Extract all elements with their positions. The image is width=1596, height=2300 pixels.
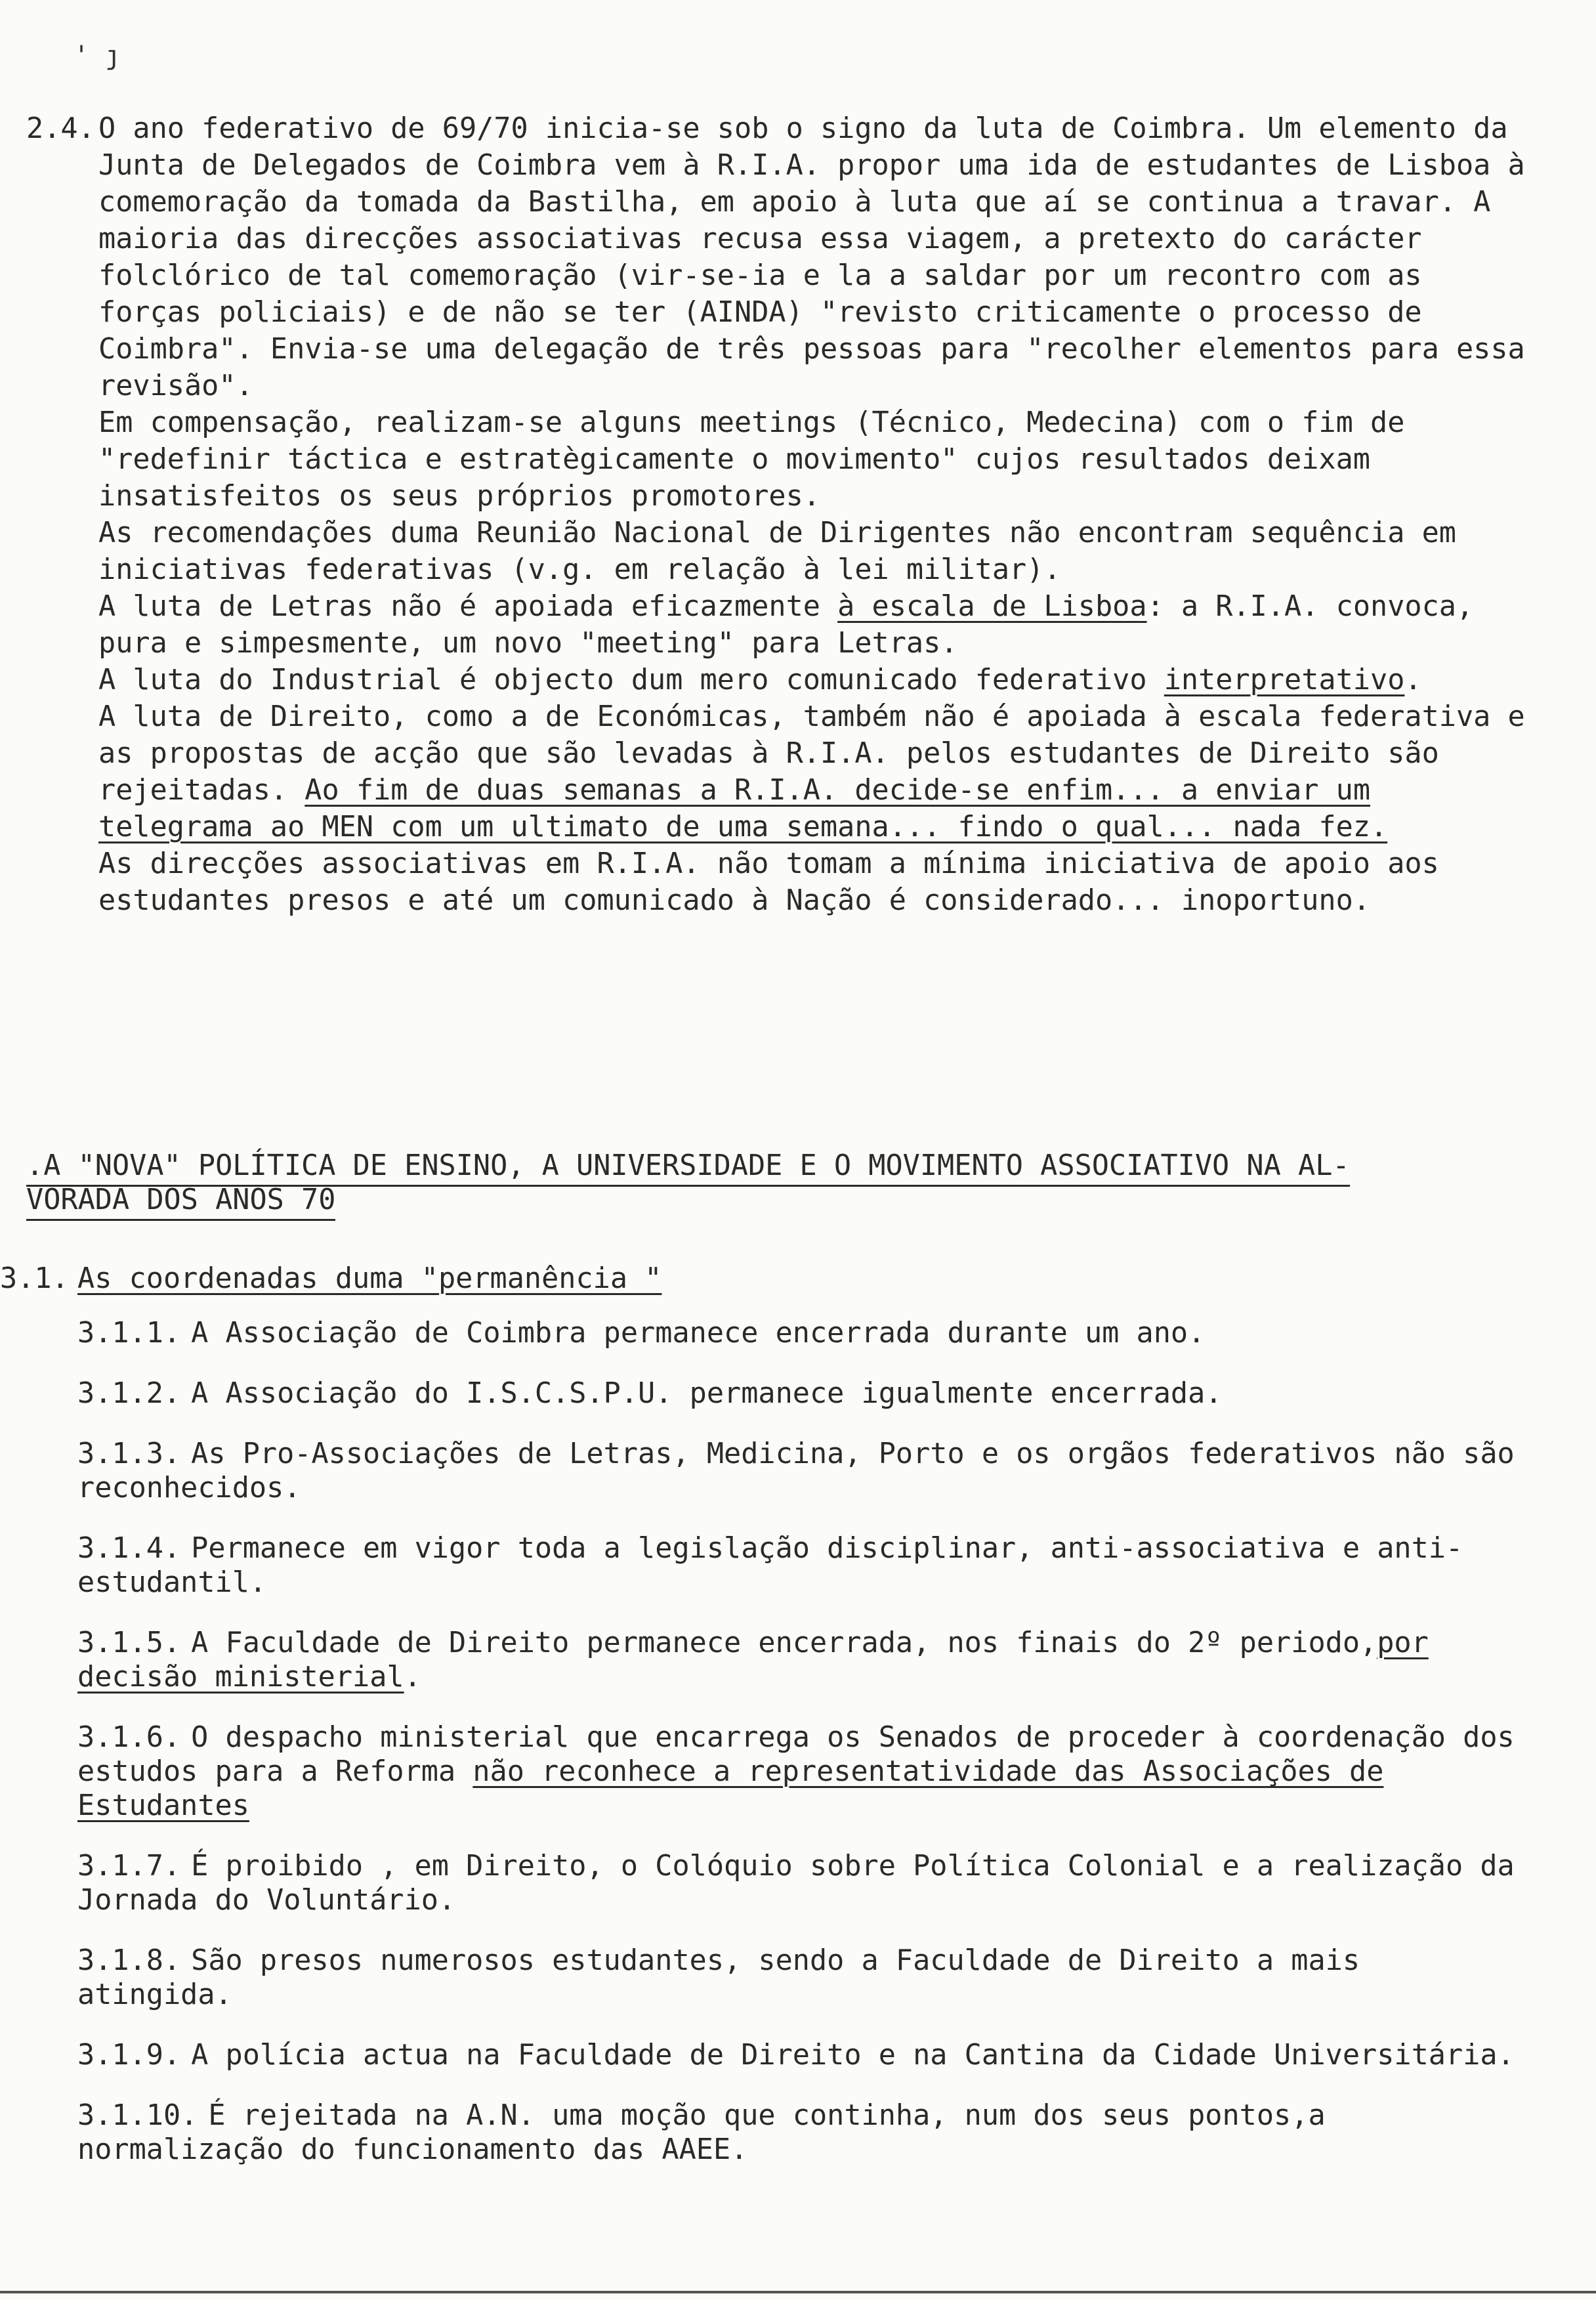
text-run: A luta de Letras não é apoiada eficazmente — [98, 590, 838, 623]
list-item — [77, 1849, 1521, 1917]
paragraph-text — [98, 406, 1404, 513]
text-run: É proibido , em Direito, o Colóquio sobre Política Colonial e a realização da Jornada do Voluntário. — [77, 1850, 1515, 1917]
item-number: 3.1.1. — [77, 1317, 181, 1350]
list-item — [77, 1531, 1521, 1600]
list-item — [77, 1316, 1521, 1350]
paragraph-2-4-1 — [26, 110, 1536, 404]
item-number: 3.1.9. — [77, 2039, 181, 2072]
text-run: A luta de Direito, como a de Económicas, também não é apoiada à escala federativa e as propostas de acção que são levadas à R.I.A. pelos estudantes de Direito são rejeitadas. — [98, 700, 1525, 807]
paragraph-2-4-4 — [26, 588, 1536, 662]
underlined-text: Ao fim de duas semanas a R.I.A. decide-se enfim... a enviar um telegrama ao MEN com um ultimato de uma semana... findo o qual... nada fez. — [98, 774, 1388, 843]
list-item — [77, 1944, 1521, 2012]
underlined-text: por decisão ministerial — [77, 1627, 1429, 1693]
page-bottom-rule — [0, 2291, 1596, 2293]
heading-line-2: VORADA DOS ANOS 70 — [0, 1183, 1509, 1217]
subsection-heading — [0, 1260, 662, 1297]
text-run: . — [404, 1661, 421, 1693]
text-run: Em compensação, realizam-se alguns meetings (Técnico, Medecina) com o fim de "redefinir táctica e estratègicamente o movimento" cujos resultados deixam insatisfeitos os seus próprios promotores. — [98, 406, 1405, 513]
list-item — [77, 1720, 1521, 1823]
page-mark: ' ȷ — [74, 41, 121, 71]
text-run: A polícia actua na Faculdade de Direito e na Cantina da Cidade Universitária. — [191, 2039, 1515, 2072]
subsection-items — [77, 1316, 1521, 2193]
list-item — [77, 2038, 1521, 2072]
list-item — [77, 1626, 1521, 1694]
list-item — [77, 1376, 1521, 1411]
section-2-4 — [26, 110, 1536, 919]
paragraph-2-4-6 — [26, 698, 1536, 845]
text-run: As recomendações duma Reunião Nacional de Dirigentes não encontram sequência em iniciativas federativas (v.g. em relação à lei militar). — [98, 517, 1456, 586]
text-run: É rejeitada na A.N. uma moção que continha, num dos seus pontos,a normalização do funcionamento das AAEE. — [77, 2099, 1326, 2166]
item-number: 3.1.7. — [77, 1850, 181, 1883]
subsection-title: As coordenadas duma "permanência " — [77, 1262, 662, 1295]
paragraph-text — [98, 664, 1422, 696]
item-number: 3.1.4. — [77, 1532, 181, 1565]
text-run: Permanece em vigor toda a legislação disciplinar, anti-associativa e anti-estudantil. — [77, 1532, 1463, 1599]
paragraph-text — [98, 700, 1525, 843]
text-run: A luta do Industrial é objecto dum mero comunicado federativo — [98, 664, 1164, 696]
paragraph-text — [98, 590, 1473, 660]
paragraph-text — [98, 847, 1439, 917]
underlined-text: interpretativo — [1164, 664, 1405, 696]
paragraph-2-4-7 — [26, 845, 1536, 919]
section-3-heading — [0, 1149, 1509, 1217]
underlined-text: à escala de Lisboa — [837, 590, 1147, 623]
text-run: As Pro-Associações de Letras, Medicina, Porto e os orgãos federativos não são reconhecidos. — [77, 1438, 1515, 1504]
heading-line-1: .A "NOVA" POLÍTICA DE ENSINO, A UNIVERSIDADE E O MOVIMENTO ASSOCIATIVO NA AL- — [0, 1149, 1509, 1183]
text-run: O ano federativo de 69/70 inicia-se sob o signo da luta de Coimbra. Um elemento da Junta de Delegados de Coimbra vem à R.I.A. propor uma ida de estudantes de Lisboa à comemoração da tomada da Bastilha, em apoio à luta que aí se continua a travar. A maioria das direcções associativas recusa essa viagem, a pretexto do carácter folclórico de tal comemoração (vir-se-ia e la a saldar por um recontro com as forças policiais) e de não se ter (AINDA) "revisto criticamente o processo de Coimbra". Envia-se uma delegação de três pessoas para "recolher elementos para essa revisão". — [98, 112, 1525, 402]
text-run: O despacho ministerial que encarrega os Senados de proceder à coordenação dos estudos para a Reforma — [77, 1721, 1515, 1788]
text-run: A Associação de Coimbra permanece encerrada durante um ano. — [191, 1317, 1206, 1350]
underlined-text: não reconhece a representatividade das Associações de Estudantes — [77, 1755, 1384, 1822]
item-number: 3.1.8. — [77, 1944, 181, 1977]
item-number: 3.1.5. — [77, 1627, 181, 1659]
paragraph-2-4-2 — [26, 404, 1536, 515]
item-number: 3.1.3. — [77, 1438, 181, 1470]
text-run: . — [1404, 664, 1422, 696]
text-run: A Associação do I.S.C.S.P.U. permanece igualmente encerrada. — [191, 1377, 1223, 1410]
list-item — [77, 2098, 1521, 2167]
item-number: 3.1.6. — [77, 1721, 181, 1754]
text-run: As direcções associativas em R.I.A. não tomam a mínima iniciativa de apoio aos estudantes presos e até um comunicado à Nação é considerado... inoportuno. — [98, 847, 1439, 917]
text-run: São presos numerosos estudantes, sendo a Faculdade de Direito a mais atingida. — [77, 1944, 1360, 2011]
paragraph-2-4-3 — [26, 515, 1536, 588]
subsection-number: 3.1. — [0, 1262, 69, 1295]
paragraph-text — [98, 517, 1456, 586]
paragraph-2-4-5 — [26, 662, 1536, 698]
paragraph-text — [98, 112, 1525, 402]
section-number: 2.4. — [26, 112, 95, 145]
item-number: 3.1.2. — [77, 1377, 181, 1410]
list-item — [77, 1437, 1521, 1505]
item-number: 3.1.10. — [77, 2099, 198, 2132]
text-run: : a R.I.A. convoca, pura e simpesmente, um novo "meeting" para Letras. — [98, 590, 1474, 660]
text-run: A Faculdade de Direito permanece encerrada, nos finais do 2º periodo, — [191, 1627, 1377, 1659]
